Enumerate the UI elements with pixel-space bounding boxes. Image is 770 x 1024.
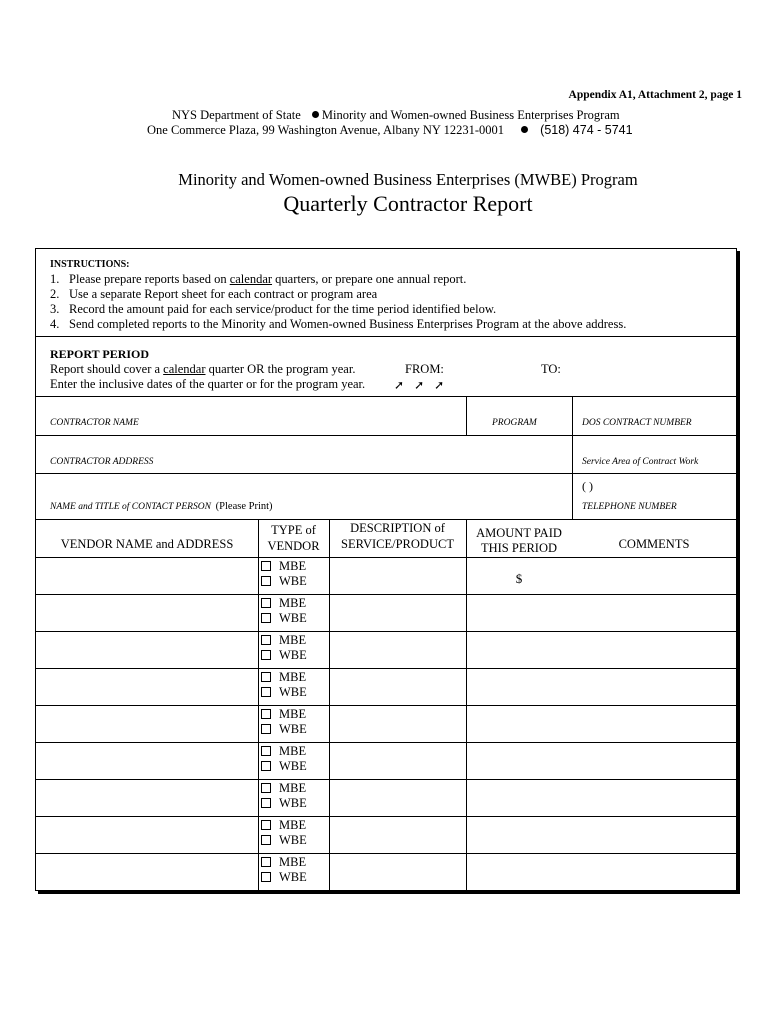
program-name: Minority and Women-owned Business Enterprises Program xyxy=(321,108,620,122)
report-title: Quarterly Contractor Report xyxy=(283,191,533,216)
arrow-icon: ➚ xyxy=(434,378,445,392)
instruction-text: Use a separate Report sheet for each contract or program area xyxy=(69,287,378,301)
checkbox-icon[interactable] xyxy=(261,598,271,608)
mbe-label: MBE xyxy=(279,744,307,758)
instruction-number: 1. xyxy=(50,272,60,286)
calendar-emphasis: calendar xyxy=(163,362,206,376)
wbe-label: WBE xyxy=(279,648,307,662)
contractor-name-field[interactable]: CONTRACTOR NAME xyxy=(50,418,139,428)
instruction-item xyxy=(50,302,496,317)
report-period-text: Report should cover a xyxy=(50,362,164,376)
please-print-note: (Please Print) xyxy=(215,501,273,512)
vendor-type-cell xyxy=(261,744,307,774)
mbe-option[interactable] xyxy=(261,781,307,796)
description-header xyxy=(329,520,466,552)
divider xyxy=(466,396,467,435)
instruction-item xyxy=(50,317,626,332)
divider xyxy=(36,396,736,397)
mbe-option[interactable] xyxy=(261,707,307,722)
service-area-field[interactable]: Service Area of Contract Work xyxy=(582,457,699,467)
telephone-number-field[interactable]: TELEPHONE NUMBER xyxy=(582,502,677,512)
wbe-option[interactable] xyxy=(261,796,307,811)
checkbox-icon[interactable] xyxy=(261,872,271,882)
divider xyxy=(36,473,736,474)
vendor-type-cell xyxy=(261,559,307,589)
dollar-sign: $ xyxy=(515,571,523,586)
address-line xyxy=(147,123,633,138)
mbe-option[interactable] xyxy=(261,596,307,611)
checkbox-icon[interactable] xyxy=(261,561,271,571)
table-row-divider xyxy=(36,779,736,780)
mbe-label: MBE xyxy=(279,633,307,647)
mbe-option[interactable] xyxy=(261,855,307,870)
report-period-line1 xyxy=(50,362,355,377)
date-arrows xyxy=(394,376,454,394)
wbe-label: WBE xyxy=(279,574,307,588)
instruction-text: Please prepare reports based on xyxy=(69,272,230,286)
mbe-label: MBE xyxy=(279,596,307,610)
vendor-type-cell xyxy=(261,818,307,848)
instruction-number: 3. xyxy=(50,302,60,316)
checkbox-icon[interactable] xyxy=(261,613,271,623)
agency-address: One Commerce Plaza, 99 Washington Avenue, Albany NY 12231-0001 xyxy=(147,123,505,137)
program-title: Minority and Women-owned Business Enterprises (MWBE) Program xyxy=(178,170,638,189)
vendor-name-header: VENDOR NAME and ADDRESS xyxy=(60,537,234,551)
table-row-divider xyxy=(36,594,736,595)
vendor-type-cell xyxy=(261,633,307,663)
checkbox-icon[interactable] xyxy=(261,635,271,645)
telephone-area-code[interactable]: ( ) xyxy=(582,479,593,493)
mbe-option[interactable] xyxy=(261,633,307,648)
vendor-type-cell xyxy=(261,596,307,626)
header-line: DESCRIPTION of xyxy=(350,521,445,535)
checkbox-icon[interactable] xyxy=(261,761,271,771)
table-row-divider xyxy=(36,557,736,558)
checkbox-icon[interactable] xyxy=(261,724,271,734)
instruction-emphasis: calendar xyxy=(229,272,273,286)
header-line: TYPE of xyxy=(271,523,316,537)
wbe-label: WBE xyxy=(279,611,307,625)
wbe-option[interactable] xyxy=(261,722,307,737)
wbe-label: WBE xyxy=(279,722,307,736)
appendix-label: Appendix A1, Attachment 2, page 1 xyxy=(568,89,742,101)
wbe-option[interactable] xyxy=(261,648,307,663)
wbe-option[interactable] xyxy=(261,759,307,774)
table-row-divider xyxy=(36,816,736,817)
header-line: AMOUNT PAID xyxy=(476,526,562,540)
report-period-line2: Enter the inclusive dates of the quarter or for the program year. xyxy=(50,377,366,391)
checkbox-icon[interactable] xyxy=(261,687,271,697)
arrow-icon: ➚ xyxy=(394,378,405,392)
instruction-item xyxy=(50,287,377,302)
table-row-divider xyxy=(36,742,736,743)
instruction-number: 4. xyxy=(50,317,60,331)
wbe-option[interactable] xyxy=(261,685,307,700)
table-row-divider xyxy=(36,631,736,632)
checkbox-icon[interactable] xyxy=(261,835,271,845)
vendor-type-cell xyxy=(261,670,307,700)
checkbox-icon[interactable] xyxy=(261,783,271,793)
checkbox-icon[interactable] xyxy=(261,672,271,682)
instruction-text: Send completed reports to the Minority and Women-owned Business Enterprises Program at the above address. xyxy=(69,317,627,331)
checkbox-icon[interactable] xyxy=(261,650,271,660)
amount-paid-header xyxy=(466,526,572,556)
agency-name: NYS Department of State xyxy=(172,108,301,122)
checkbox-icon[interactable] xyxy=(261,798,271,808)
instruction-text: quarters, or prepare one annual report. xyxy=(272,272,467,286)
instruction-item xyxy=(50,272,466,287)
table-row-divider xyxy=(36,853,736,854)
report-form xyxy=(35,248,737,891)
table-row-divider xyxy=(36,705,736,706)
wbe-option[interactable] xyxy=(261,574,307,589)
mbe-label: MBE xyxy=(279,855,307,869)
vendor-type-cell xyxy=(261,781,307,811)
mbe-label: MBE xyxy=(279,670,307,684)
wbe-label: WBE xyxy=(279,759,307,773)
mbe-label: MBE xyxy=(279,781,307,795)
wbe-option[interactable] xyxy=(261,611,307,626)
vendor-type-header xyxy=(258,522,329,554)
header-line: SERVICE/PRODUCT xyxy=(341,537,454,551)
checkbox-icon[interactable] xyxy=(261,576,271,586)
checkbox-icon[interactable] xyxy=(261,746,271,756)
agency-phone: (518) 474 - 5741 xyxy=(540,123,633,137)
wbe-label: WBE xyxy=(279,833,307,847)
contractor-address-field[interactable]: CONTRACTOR ADDRESS xyxy=(50,457,154,467)
arrow-icon: ➚ xyxy=(414,378,425,392)
from-label[interactable]: FROM: xyxy=(405,362,444,376)
wbe-option[interactable] xyxy=(261,833,307,848)
divider xyxy=(36,435,736,436)
bullet-icon xyxy=(521,126,528,133)
contact-person-label: NAME and TITLE of CONTACT PERSON xyxy=(50,502,211,512)
checkbox-icon[interactable] xyxy=(261,709,271,719)
instruction-text: Record the amount paid for each service/product for the time period identified below. xyxy=(69,302,497,316)
contact-person-field[interactable] xyxy=(50,501,273,512)
divider xyxy=(572,396,573,519)
wbe-label: WBE xyxy=(279,685,307,699)
wbe-label: WBE xyxy=(279,796,307,810)
wbe-option[interactable] xyxy=(261,870,307,885)
mbe-option[interactable] xyxy=(261,744,307,759)
bullet-icon xyxy=(312,111,319,118)
wbe-label: WBE xyxy=(279,870,307,884)
comments-header: COMMENTS xyxy=(618,537,690,551)
instruction-number: 2. xyxy=(50,287,60,301)
to-label[interactable]: TO: xyxy=(541,362,561,376)
mbe-label: MBE xyxy=(279,559,307,573)
dos-contract-number-field[interactable]: DOS CONTRACT NUMBER xyxy=(582,418,692,428)
header-line: THIS PERIOD xyxy=(480,541,558,555)
mbe-option[interactable] xyxy=(261,670,307,685)
program-field[interactable]: PROGRAM xyxy=(492,418,537,428)
report-period-heading: REPORT PERIOD xyxy=(50,347,150,361)
mbe-label: MBE xyxy=(279,818,307,832)
checkbox-icon[interactable] xyxy=(261,857,271,867)
mbe-option[interactable] xyxy=(261,559,307,574)
mbe-label: MBE xyxy=(279,707,307,721)
table-row-divider xyxy=(36,668,736,669)
vendor-type-cell xyxy=(261,855,307,885)
instructions-heading: INSTRUCTIONS: xyxy=(50,259,130,270)
checkbox-icon[interactable] xyxy=(261,820,271,830)
agency-line xyxy=(172,108,620,123)
vendor-type-cell xyxy=(261,707,307,737)
header-line: VENDOR xyxy=(267,539,320,553)
divider xyxy=(36,336,736,337)
report-period-text: quarter OR the program year. xyxy=(205,362,356,376)
mbe-option[interactable] xyxy=(261,818,307,833)
